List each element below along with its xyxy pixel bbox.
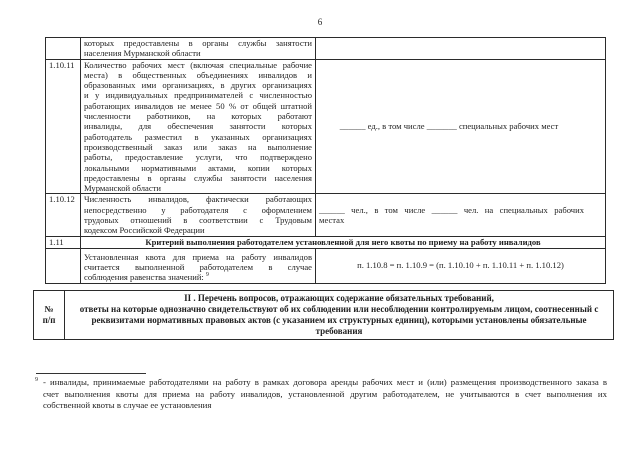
section-title-line: требования bbox=[315, 326, 363, 336]
section-title-line: II . Перечень вопросов, отражающих содержание обязательных требований, bbox=[184, 293, 494, 303]
description-line: Мурманской области bbox=[84, 183, 162, 194]
description-line: работодатель разместил в указанных организациях bbox=[84, 131, 312, 142]
footnote-line: собственной квоты в случае ее установления bbox=[43, 400, 212, 410]
description-line: трудовых отношений в соответствии с Трудовым bbox=[84, 215, 312, 226]
description-line: образованных ими организациях, в других организациях bbox=[84, 80, 312, 91]
section-ii-header-table bbox=[33, 290, 614, 340]
description-line: непосредственно у работодателя с оформлением bbox=[84, 204, 312, 215]
description-line: места) в общественных объединениях инвалидов и bbox=[84, 69, 312, 80]
footnote-line: - инвалиды, принимаемые работодателями на работу в рамках договора аренды рабочих мест и (или) размещения производственного заказа в bbox=[43, 377, 607, 387]
value-text-block bbox=[319, 205, 584, 226]
value-line: ______ чел., в том числе ______ чел. на специальных рабочих bbox=[319, 204, 584, 215]
number-column-header bbox=[34, 291, 65, 340]
description-line: предоставлены в органы службы занятости населения bbox=[84, 172, 312, 183]
section-title-line: ответы на которые однозначно свидетельствуют об их соблюдении или несоблюдении контролируемым лицом, соотнесенный с bbox=[79, 304, 599, 314]
table-row-1-11 bbox=[46, 236, 606, 248]
description-line bbox=[84, 272, 312, 282]
value-line: местах bbox=[319, 215, 345, 226]
table-row-criterion bbox=[46, 248, 606, 283]
number-header-line: п/п bbox=[42, 315, 56, 325]
footnote-reference: 9 bbox=[205, 272, 209, 279]
description-line: и у индивидуальных предпринимателей с численностью bbox=[84, 90, 312, 101]
checklist-table bbox=[45, 37, 606, 284]
row-number: 1.10.11 bbox=[46, 59, 81, 194]
description-line: которых предоставлены в органы службы занятости bbox=[84, 38, 312, 48]
table-row-1-10-11 bbox=[46, 59, 606, 194]
table-row-1-10-12 bbox=[46, 194, 606, 236]
section-ii-title bbox=[65, 291, 614, 340]
description-line: работающих инвалидов не менее 50 % от общей штатной bbox=[84, 100, 312, 111]
description-line-text: соблюдения равенства значений: bbox=[84, 272, 204, 283]
row-number: 1.11 bbox=[46, 236, 81, 248]
row-description bbox=[81, 248, 316, 283]
page-number: 6 bbox=[317, 17, 323, 27]
table-header-row bbox=[34, 291, 614, 340]
description-line: Количество рабочих мест (включая специальные рабочие bbox=[84, 59, 312, 70]
row-value-fill-in bbox=[316, 194, 606, 236]
section-title-line: реквизитами нормативных правовых актов (с указанием их структурных единиц), которыми установлены обязательные bbox=[91, 315, 587, 325]
description-line: инвалиды, для обеспечения занятости которых bbox=[84, 121, 312, 132]
footnote bbox=[35, 377, 607, 412]
description-line: населения Мурманской области bbox=[84, 48, 201, 59]
number-header-line: № bbox=[44, 304, 54, 314]
description-line: считается выполненной работодателем в случае bbox=[84, 261, 312, 272]
table-row-continuation bbox=[46, 38, 606, 60]
description-line: Установленная квота для приема на работу инвалидов bbox=[84, 251, 312, 262]
row-value-fill-in: ______ ед., в том числе _______ специальных рабочих мест bbox=[316, 59, 606, 194]
description-line: кодексом Российской Федерации bbox=[84, 225, 205, 236]
row-description bbox=[81, 194, 316, 236]
row-number bbox=[46, 38, 81, 60]
footnote-separator bbox=[36, 373, 146, 374]
criterion-title: Критерий выполнения работодателем установленной для него квоты по приему на работу инвалидов bbox=[81, 236, 606, 248]
row-description bbox=[81, 59, 316, 194]
description-line: локальными нормативными актами, копии которых bbox=[84, 162, 312, 173]
footnote-marker: 9 bbox=[35, 377, 38, 383]
row-value-formula: п. 1.10.8 = п. 1.10.9 = (п. 1.10.10 + п. 1.10.11 + п. 1.10.12) bbox=[316, 248, 606, 283]
row-description bbox=[81, 38, 316, 60]
description-line: производственный заказ или заказ на выполнение bbox=[84, 141, 312, 152]
footnote-line: счет выполнения квоты для приема на работу инвалидов, установленной другим работодателем, не учитываются в счет выполнения их bbox=[43, 388, 607, 399]
description-line: работы, предоставление услуги, что подтверждено bbox=[84, 152, 312, 163]
row-number bbox=[46, 248, 81, 283]
row-value bbox=[316, 38, 606, 60]
description-line: Численность инвалидов, фактически работающих bbox=[84, 194, 312, 205]
description-line: численности работников, на которых работают bbox=[84, 111, 312, 122]
row-number: 1.10.12 bbox=[46, 194, 81, 236]
